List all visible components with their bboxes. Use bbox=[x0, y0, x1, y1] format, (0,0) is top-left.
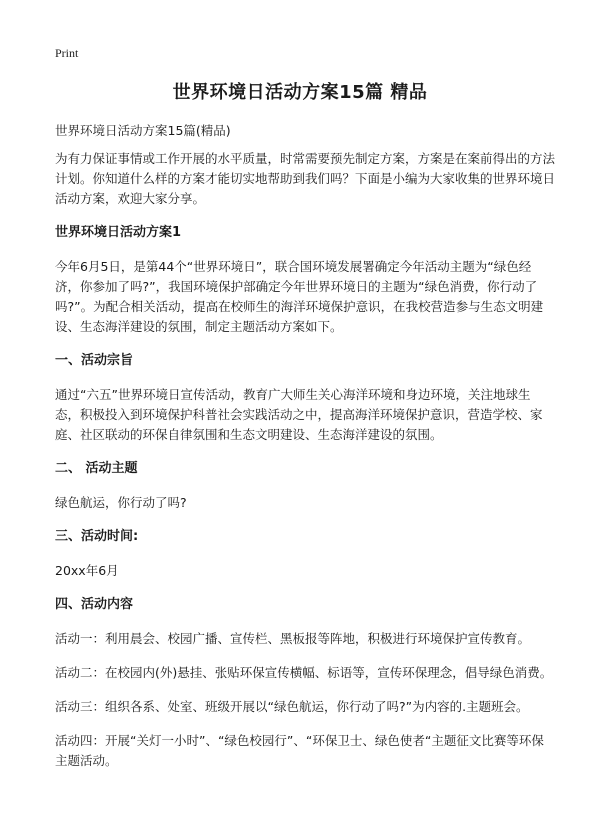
heading-content: 四、活动内容 bbox=[55, 597, 134, 612]
heading-theme: 二、 活动主题 bbox=[55, 461, 138, 476]
activity-item: 活动三：组织各系、处室、班级开展以“绿色航运，你行动了吗?”为内容的.主题班会。 bbox=[55, 699, 529, 714]
theme-paragraph: 绿色航运，你行动了吗? bbox=[55, 495, 187, 510]
heading-time: 三、活动时间: bbox=[55, 529, 139, 544]
document-subtitle: 世界环境日活动方案15篇(精品) bbox=[55, 123, 231, 138]
print-label: Print bbox=[55, 46, 79, 60]
section-heading: 世界环境日活动方案1 bbox=[55, 225, 182, 240]
heading-purpose: 一、活动宗旨 bbox=[55, 353, 134, 368]
document-body bbox=[55, 121, 555, 771]
document-title: 世界环境日活动方案15篇 精品 bbox=[172, 82, 428, 103]
intro-paragraph: 为有力保证事情或工作开展的水平质量，时常需要预先制定方案，方案是在案前得出的方法计划。你知道什么样的方案才能切实地帮助到我们吗？下面是小编为大家收集的世界环境日活动方案，欢迎大家分享。 bbox=[55, 151, 556, 206]
activity-item: 活动二：在校园内(外)悬挂、张贴环保宣传横幅、标语等，宣传环保理念，倡导绿色消费。 bbox=[55, 665, 553, 680]
activity-item: 活动一：利用晨会、校园广播、宣传栏、黑板报等阵地，积极进行环境保护宣传教育。 bbox=[55, 631, 531, 646]
activity-item: 活动四：开展“关灯一小时”、“绿色校园行”、“环保卫士、绿色使者“主题征文比赛等环保主题活动。 bbox=[55, 733, 544, 768]
section-paragraph: 今年6月5日，是第44个“世界环境日”，联合国环境发展署确定今年活动主题为“绿色经济，你参加了吗?”，我国环境保护部确定今年世界环境日的主题为“绿色消费，你行动了吗?”。为配合相关活动，提高在校师生的海洋环境保护意识，在我校营造参与生态文明建设、生态海洋建设的氛围，制定主题活动方案如下。 bbox=[55, 259, 544, 334]
time-paragraph: 20xx年6月 bbox=[55, 563, 119, 578]
purpose-paragraph: 通过“六五”世界环境日宣传活动，教育广大师生关心海洋环境和身边环境，关注地球生态，积极投入到环境保护科普社会实践活动之中，提高海洋环境保护意识，营造学校、家庭、社区联动的环保自律氛围和生态文明建设、生态海洋建设的氛围。 bbox=[55, 387, 543, 442]
